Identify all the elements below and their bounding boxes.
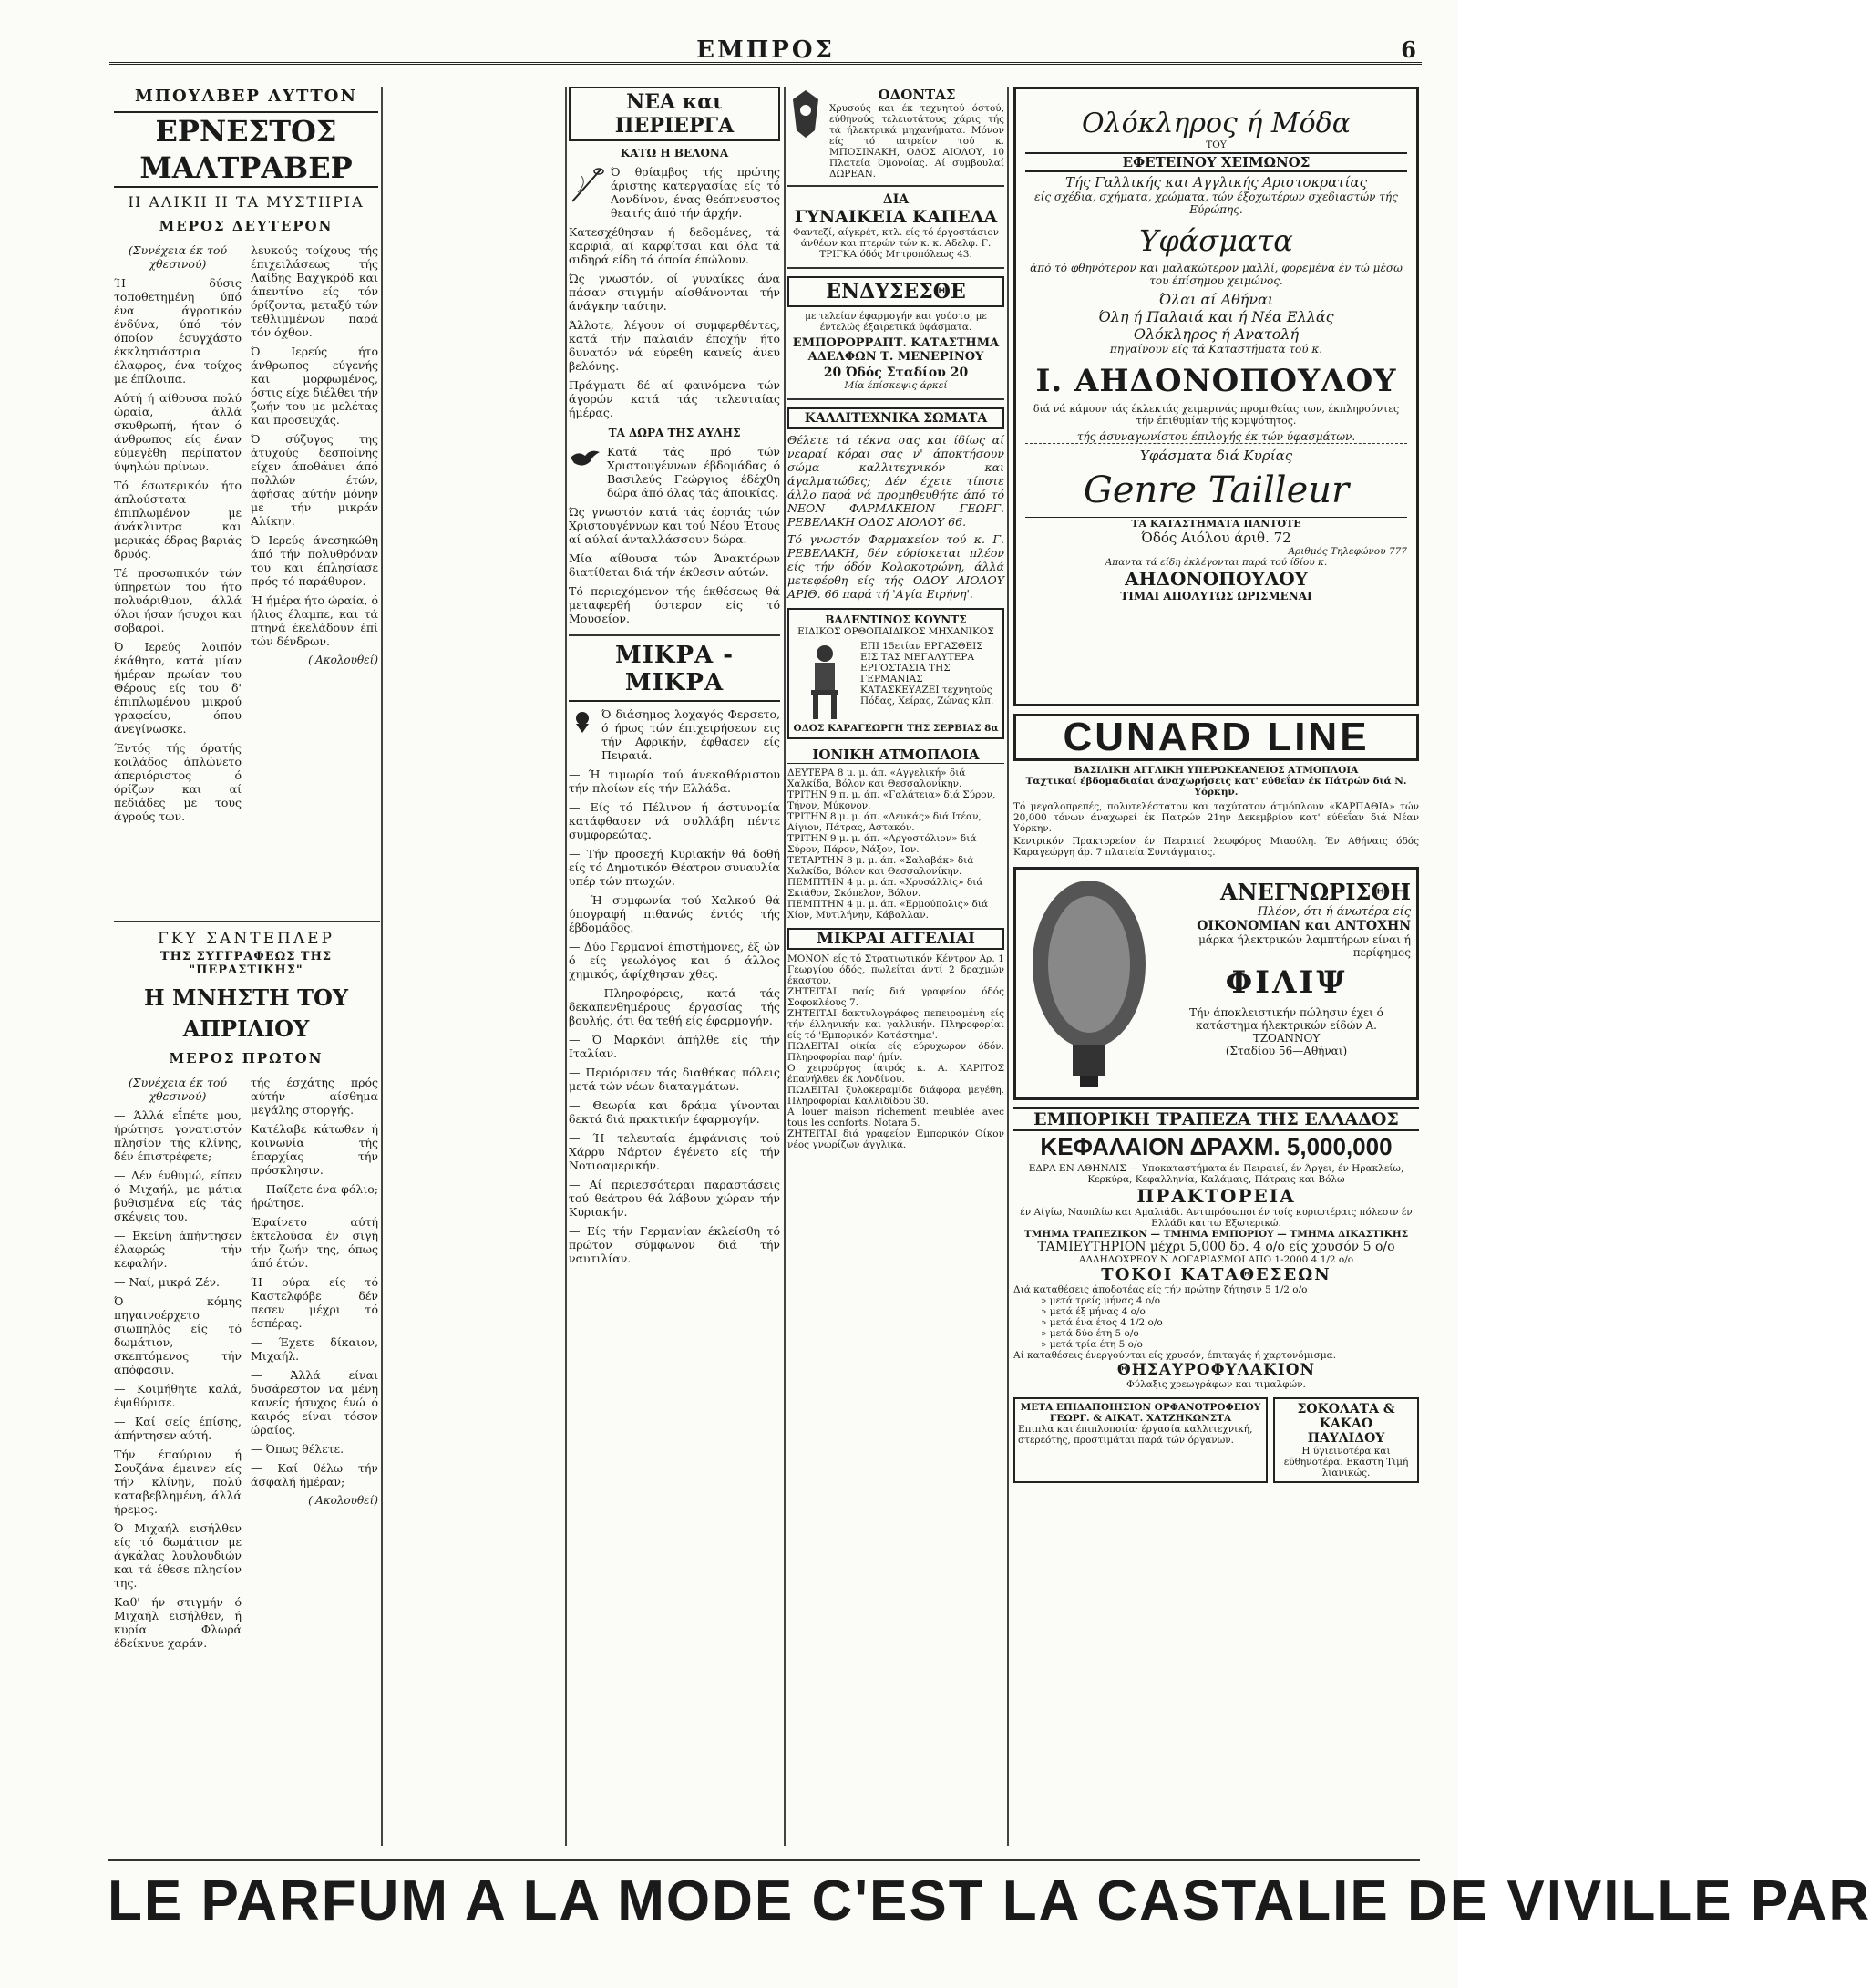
paragraph: Έφαίνετο αύτή έκτελούσα έν σιγή τήν ζωήν της, όπως άπό έτών. [251, 1215, 378, 1270]
paragraph: — Άλλά είναι δυσάρεστον να μένη κανείς ήσυχος ένώ ό καιρός είναι τόσον ώραίος. [251, 1368, 378, 1437]
bank-capital: ΚΕΦΑΛΑΙΟΝ ΔΡΑΧΜ. 5,000,000 [1040, 1133, 1393, 1160]
small-ad: ΖΗΤΕΙΤΑΙ διά γραφείον Εμπορικόν Οίκον νέος γνωρίζων άγγλικά. [787, 1128, 1004, 1150]
kallitexnika-text-2: Τό γνωστόν Φαρμακείον τού κ. Γ. ΡΕΒΕΛΑΚΗ, δέν εύρίσκεται πλέον είς τήν όδόν Κολοκοτρώνη, άλλά μετεφέρθη είς τής ΟΔΟΥ ΑΙΟΛΟΥ ΑΡΙΘ. 66 παρά τή 'Αγία Ειρήνη'. [787, 532, 1004, 601]
paragraph: Πράγματι δέ αί φαινόμενα τών άγορών κατά τάς τελευταίας ήμέρας. [569, 378, 780, 419]
cunard-agents: Κεντρικόν Πρακτορείον έν Πειραιεί λεωφόρος Μιαούλη. Έν Αθήναις όδός Καραγεώργη άρ. 7 πλατεία Συντάγματος. [1013, 836, 1419, 858]
bank-rate-row: » μετά έξ μήνας 4 ο/ο [1041, 1306, 1146, 1317]
paragraph: — Τήν προσεχή Κυριακήν θά δοθή είς τό Δημοτικόν Θέατρον συναυλία υπέρ τών πτωχών. [569, 847, 780, 888]
serial-2-series: ΤΗΣ ΣΥΓΓΡΑΦΕΩΣ ΤΗΣ "ΠΕΡΑΣΤΙΚΗΣ" [159, 950, 333, 977]
fashion-title: Ολόκληρος ή Μόδα [1082, 108, 1351, 139]
bird-icon [569, 707, 596, 735]
paragraph: Ό κόμης πηγαινοέρχετο σιωπηλός είς τό δωμάτιον, σκεπτόμενος τήν απόφασιν. [114, 1294, 242, 1376]
bank-seat: ΕΔΡΑ ΕΝ ΑΘΗΝΑΙΣ — Υποκαταστήματα έν Πειραιεί, έν Άργει, έν Ηρακλείω, Κερκύρα, Κεφαλληνία, Καλάμαις, Πάτραις και Βόλω [1028, 1163, 1404, 1185]
ionian-line: ΠΕΜΠΤΗΝ 4 μ. μ. άπ. «Χρυσάλλίς» διά Σκιάθον, Σκόπελον, Βόλον. [787, 877, 983, 899]
paragraph: Τό έσωτερικόν ήτο άπλούστατα έπιπλωμένον με άνάκλιντρα και μερικάς έδρας βαριάς δρυός. [114, 479, 242, 561]
serial-1-title: ΕΡΝΕΣΤΟΣ ΜΑΛΤΡΑΒΕΡ [114, 111, 378, 188]
section-rule [569, 634, 780, 636]
ads-right-column [1013, 87, 1419, 1859]
paragraph: — Ό Μαρκόνι άπήλθε είς τήν Ιταλίαν. [569, 1033, 780, 1060]
masthead [109, 36, 1422, 65]
serial-1-col-b [251, 243, 378, 829]
paragraph: — Περιόρισεν τάς διαθήκας πόλεις μετά τών νέων διαταγμάτων. [569, 1066, 780, 1093]
section-rule [114, 921, 380, 922]
fashion-line: Τής Γαλλικής και Αγγλικής Αριστοκρατίας [1065, 174, 1367, 191]
fashion-line: Όλαι αί Αθήναι [1158, 291, 1274, 308]
kountz-ad [787, 608, 1004, 739]
paragraph: Αύτή ή αίθουσα πολύ ώραία, άλλά σκυθρωπή, ήταν ό άνθρωπος είς έναν εύμεγέθη περίπατον ύψηλών πρίνων. [114, 391, 242, 473]
orphanage-text: Επιπλα και έπιπλοποιία· έργασία καλλιτεχνική, στερεότης, προστιμάται παρά τών όργανων. [1018, 1424, 1253, 1446]
fashion-sub: ΤΟΥ [1206, 139, 1227, 150]
paragraph: Ή ήμέρα ήτο ώραία, ό ήλιος έλαμπε, και τά πτηνά έκελάδουν έπί τών δένδρων. [251, 593, 378, 648]
paragraph: — Δέν ένθυμώ, είπεν ό Μιχαήλ, με μάτια βυθισμένα είς τάς σκέψεις του. [114, 1169, 242, 1223]
banner-rule [108, 1859, 1420, 1861]
small-ad: Ο χειρούργος ίατρός κ. Α. ΧΑΡΙΤΟΣ έπανήλθεν έκ Λονδίνου. [787, 1063, 1004, 1085]
bird-icon [569, 445, 601, 472]
kapela-title: ΓΥΝΑΙΚΕΙΑ ΚΑΠΕΛΑ [794, 207, 998, 227]
fashion-line: τής άσυναγωνίστου έπιλογής έκ τών ύφασμάτων. [1025, 430, 1407, 444]
paragraph: Ό Ιερεύς ήτο άνθρωπος εύγενής και μορφωμένος, όστις είχε διέλθει τήν ζωήν του με μελέτας και προσευχάς. [251, 345, 378, 427]
column-divider [565, 87, 567, 1846]
needle-icon [569, 165, 605, 205]
mikra-title: ΜΙΚΡΑ - ΜΙΚΡΑ [569, 642, 780, 702]
paragraph: Ό Ιερεύς άνεσηκώθη άπό τήν πολυθρόναν του και έπλησίασε πρός τό παράθυρον. [251, 533, 378, 588]
ad-rule [787, 185, 1004, 187]
fashion-line: άπό τό φθηνότερον και μαλακώτερον μαλλί, φορεμένα έν τώ μέσω του έπίσημου χειμώνος. [1030, 262, 1403, 287]
paragraph: — Όπως θέλετε. [251, 1442, 344, 1456]
paragraph: — Είς τήν Γερμανίαν έκλείσθη τό πρώτον σύμφωνον διά τήν ναυτιλίαν. [569, 1224, 780, 1265]
small-ad: ΠΩΛΕΙΤΑΙ ξυλοκεραμίδε διάφορα μεγέθη. Πληροφορίαι Καλλιδίδου 30. [787, 1085, 1004, 1107]
paragraph: Ή δύσις τοποθετημένη ύπό ένα άγροτικόν ένδύνα, ύπό τόν όποίον έσυγχάστο έκκλησιάστρια έλαφρος, ένα τοίχος με έπίλοιπα. [114, 276, 242, 386]
orphanage-ad [1013, 1397, 1268, 1483]
ionian-line: ΤΡΙΤΗΝ 9 μ. μ. άπ. «Αργοστόλιον» διά Σύρον, Πάρον, Νάξον, Ίον. [787, 833, 977, 855]
fashion-ad [1013, 87, 1419, 706]
fashion-line: Υφάσματα διά Κυρίας [1139, 448, 1293, 464]
serial-2-title: Η ΜΝΗΣΤΗ ΤΟΥ ΑΠΡΙΛΙΟΥ [144, 984, 348, 1042]
bank-interest-title: ΤΟΚΟΙ ΚΑΤΑΘΕΣΕΩΝ [1101, 1265, 1331, 1284]
serial-2-author: ΓΚΥ ΣΑΝΤΕΠΛΕΡ [158, 930, 334, 948]
paragraph: Κατέλαβε κάτωθεν ή κοινωνία τής έπαρχίας τήν πρόσκλησιν. [251, 1122, 378, 1177]
bank-vault-text: Φύλαξις χρεωγράφων και τιμαλφών. [1126, 1379, 1306, 1390]
ionian-title: ΙΟΝΙΚΗ ΑΤΜΟΠΛΟΙΑ [787, 747, 1004, 764]
bank-rates-intro: Διά καταθέσεις άποδοτέας είς τήν πρώτην ζήτησιν 5 1/2 ο/ο [1013, 1284, 1308, 1295]
cunard-ad [1013, 714, 1419, 858]
lamp-brand: ΦΙΛΙΨ [1225, 964, 1348, 1001]
newspaper-title: ΕΜΠΡΟΣ [696, 36, 835, 64]
bank-rate-row: » μετά τρείς μήνας 4 ο/ο [1041, 1295, 1161, 1306]
fashion-fabrics: Υφάσματα [1139, 223, 1293, 258]
ads-middle-column [787, 87, 1004, 1846]
fixed-prices: ΤΙΜΑΙ ΑΠΟΛΥΤΩΣ ΩΡΙΣΜΕΝΑΙ [1120, 590, 1312, 603]
serial-1-subtitle: Η ΑΛΙΚΗ Η ΤΑ ΜΥΣΤΗΡΙΑ [128, 193, 365, 211]
paragraph: — Καί θέλω τήν άσφαλή ήμέραν; [251, 1461, 378, 1488]
orphanage-name: ΓΕΩΡΓ. & ΑΙΚΑΤ. ΧΑΤΖΗΚΩΝΣΤΑ [1049, 1413, 1232, 1424]
paragraph: Καθ' ήν στιγμήν ό Μιχαήλ εισήλθεν, ή κυρία Φλωρά έδείκνυε χαράν. [114, 1595, 242, 1650]
paragraph: — Καί σείς έπίσης, άπήντησεν αύτή. [114, 1415, 242, 1442]
paragraph: Άλλοτε, λέγουν οί συμφερθέντες, κατά τήν παλαιάν έποχήν ήτο δυνατόν νά εύρεθη κανείς άνευ βελόνης. [569, 318, 780, 373]
small-ad: A louer maison richement meublée avec tous les conforts. Notara 5. [787, 1107, 1004, 1128]
paragraph: — Έχετε δίκαιον, Μιχαήλ. [251, 1335, 378, 1363]
kountz-name: ΒΑΛΕΝΤΙΝΟΣ ΚΟΥΝΤΣ [825, 613, 967, 626]
to-be-continued: ('Ακολουθεί) [308, 654, 378, 666]
cunard-subtitle: ΒΑΣΙΛΙΚΗ ΑΓΓΛΙΚΗ ΥΠΕΡΩΚΕΑΝΕΙΟΣ ΑΤΜΟΠΛΟΙΑ [1074, 765, 1359, 776]
kapela-text: Φαντεζί, αίγκρέτ, κτλ. είς τό έργοστάσιον άνθέων και πτερών τών κ. κ. Αδελφ. Γ. ΤΡΙΓΚΑ όδός Μητροπόλεως 43. [792, 227, 1000, 260]
cunard-text: Τό μεγαλοπρεπές, πολυτελέστατον και ταχύτατον άτμόπλουν «ΚΑΡΠΑΘΙΑ» τών 20,000 τόνων άναχωρεί έκ Πατρών 21ην Δεκεμβρίου κατ' εύθεΐαν διά Νέαν Υόρκην. [1013, 801, 1419, 834]
fashion-line: Όλη ή Παλαιά και ή Νέα Ελλάς [1098, 308, 1334, 325]
fashion-line: Ολόκληρος ή Ανατολή [1133, 325, 1300, 343]
endyseste-title: ΕΝΔΥΣΕΣΘΕ [787, 276, 1004, 307]
kallitexnika-title: ΚΑΛΛΙΤΕΧΝΙΚΑ ΣΩΜΑΤΑ [787, 407, 1004, 429]
paragraph: — Ή τιμωρία τού άνεκαθάριστου τήν πλοίων είς τήν Ελλάδα. [569, 767, 780, 795]
endyseste-shop: ΕΜΠΟΡΟΡΡΑΠΤ. ΚΑΤΑΣΤΗΜΑ ΑΔΕΛΦΩΝ Τ. ΜΕΝΕΡΙΝΟΥ [792, 336, 1000, 364]
column-divider [381, 87, 383, 1846]
page-number: 6 [1401, 36, 1416, 63]
news-subhead: ΤΑ ΔΩΡΑ ΤΗΣ ΑΥΛΗΣ [608, 427, 741, 439]
lamp-text: ΟΙΚΟΝΟΜΙΑΝ και ΑΝΤΟΧΗΝ [1197, 919, 1411, 933]
paragraph: — Ναί, μικρά Ζέν. [114, 1275, 221, 1289]
bank-savings: ΤΑΜΙΕΥΤΗΡΙΟΝ μέχρι 5,000 δρ. 4 ο/ο είς χρυσόν 5 ο/ο [1037, 1240, 1395, 1254]
paragraph: — Είς τό Πέλινον ή άστυνομία κατάφθασεν νά συλλάβη πέντε συμφορεώτας. [569, 800, 780, 841]
news-section-title: ΝΕΑ και ΠΕΡΙΕΡΓΑ [569, 87, 780, 141]
fashion-line: Απαντα τά είδη έκλέγονται παρά τού ίδίου κ. [1105, 557, 1328, 568]
small-ad: ΠΩΛΕΙΤΑΙ οίκία είς εύρυχωρον όδόν. Πληροφορίαι παρ' ήμίν. [787, 1041, 1004, 1063]
merchant-name-2: ΑΗΔΟΝΟΠΟΥΛΟΥ [1125, 568, 1308, 590]
column-divider [1007, 87, 1009, 1846]
lightbulb-icon [1025, 873, 1153, 1092]
odontas-text: Χρυσούς και έκ τεχνητού όστού, εύθηνούς τελειοτάτους χάρις τής τά ήλεκτρικά μηχανήματα. Μόνον είς τό ιατρείον τού κ. ΜΠΟΣΙΝΑΚΗ, ΟΔΟΣ ΑΙΟΛΟΥ, 10 Πλατεία Όμονοίας. Αί συμβουλαί ΔΩΡΕΑΝ. [829, 103, 1004, 180]
paragraph: Ώς γνωστόν κατά τάς έορτάς τών Χριστουγέννων και τού Νέου Έτους αί αύλαί άνταλλάσσουν δώρα. [569, 505, 780, 546]
fashion-line: ΤΑ ΚΑΤΑΣΤΗΜΑΤΑ ΠΑΝΤΟΤΕ [1025, 517, 1407, 530]
serial-2 [114, 930, 378, 1850]
paragraph: Ό Μιχαήλ εισήλθεν είς τό δωμάτιον με άγκάλας λουλουδιών και τά έθεσε πλησίον της. [114, 1521, 242, 1590]
fashion-line: είς σχέδια, σχήματα, χρώματα, τών έξοχωτέρων σχεδιαστών τής Εύρώπης. [1034, 191, 1398, 216]
paragraph: Ώς γνωστόν, οί γυναίκες άνα πάσαν στιγμήν αίσθάνονται τήν άνάγκην ταύτην. [569, 272, 780, 313]
paragraph: τής έσχάτης πρός αύτήν αίσθημα μεγάλης στοργής. [251, 1076, 378, 1117]
paragraph: λευκούς τοίχους τής έπιχειλάσεως τής Λαίδης Βαχγκρόδ και άπεντίνο είς τόν όρίζοντα, μεταξύ τών τεθλιμμένων παρά τόν όχθον. [251, 243, 378, 339]
serial-1-col-a [114, 243, 242, 829]
serial-2-col-b [251, 1076, 378, 1655]
chocolate-brand: ΠΑΥΛΙΔΟΥ [1307, 1431, 1385, 1446]
lamp-text: μάρκα ήλεκτρικών λαμπτήρων είναι ή περίφημος [1198, 933, 1411, 959]
lamp-text: Τήν άποκλειστικήν πώλησιν έχει ό κατάστημα ήλεκτρικών είδών Α. ΤΖΟΑΝΝΟΥ [1189, 1006, 1383, 1045]
kapela-pre: ΔΙΑ [882, 192, 910, 207]
kallitexnika-text: Θέλετε τά τέκνα σας και ίδίως αί νεαραί κόραι σας ν' άποκτήσουν σώμα καλλιτεχνικόν και άγαλματώδες; Δέν έχετε τίποτε άλλο παρά νά προμηθευθήτε άπό τό ΝΕΟΝ ΦΑΡΜΑΚΕΙΟΝ ΓΕΩΡΓ. ΡΕΒΕΛΑΚΗ ΟΔΟΣ ΑΙΟΛΟΥ 66. [787, 433, 1004, 529]
cunard-subtitle-2: Ταχτικαί έβδομαδιαίαι άναχωρήσεις κατ' εύθεΐαν έκ Πάτρών διά Ν. Υόρκην. [1025, 776, 1407, 798]
paragraph: — Πληροφόρεις, κατά τάς δεκαπενθημέρους έργασίας τής βουλής, ότι θα τεθή είς έφαρμογήν. [569, 986, 780, 1027]
paragraph: — Αί περιεσσότεραι παραστάσεις τού θεάτρου θά λάβουν χώραν τήν Κυριακήν. [569, 1178, 780, 1219]
ad-rule [787, 398, 1004, 400]
paragraph: Τό περιεχόμενον τής έκθέσεως θά μεταφερθή ύστερον είς τό Μουσείον. [569, 584, 780, 625]
paragraph: — Κοιμήθητε καλά, έψιθύρισε. [114, 1382, 242, 1409]
small-ad: ΖΗΤΕΙΤΑΙ δακτυλογράφος πεπειραμένη είς τήν έλληνικήν και γαλλικήν. Πληροφορίαι είς τό 'Εμπορικόν Κατάστημα'. [787, 1008, 1004, 1041]
paragraph: — Ή συμφωνία τού Χαλκού θά ύπογραφή πιθανώς έντός τής έβδομάδος. [569, 893, 780, 934]
bank-rate-line: ΑΛΛΗΛΟΧΡΕΟΥ Ν ΛΟΓΑΡΙΑΣΜΟΙ ΑΠΟ 1-2000 4 1/2 ο/ο [1078, 1254, 1354, 1265]
paragraph: Έντός τής όρατής κοιλάδος άπλώνετο άπεριόριστος ό όρίζων και αί πεδιάδες με τους άγρούς των. [114, 741, 242, 823]
ionian-line: ΤΕΤΑΡΤΗΝ 8 μ. μ. άπ. «Σαλαβάκ» διά Χαλκίδα, Βόλον και Θεσσαλονίκην. [787, 855, 974, 877]
paragraph: — Ή τελευταία έμφάνισις τού Χάρρυ Νάρτον έγένετο είς τήν Νοτιοαμερικήν. [569, 1131, 780, 1172]
paragraph: Ό Ιερεύς λοιπόν έκάθητο, κατά μίαν ήμέραν πρωίαν του Θέρους είς του δ' έπιπλωμένου μικρού γραφείου, όπου άνεγίνωσκε. [114, 640, 242, 736]
to-be-continued: ('Ακολουθεί) [308, 1494, 378, 1507]
ionian-line: ΤΡΙΤΗΝ 9 π. μ. άπ. «Γαλάτεια» διά Σύρον, Τήνον, Μύκονον. [787, 789, 996, 811]
small-ad: ΜΟΝΟΝ είς τό Στρατιωτικόν Κέντρον Αρ. 1 Γεωργίου όδός, πωλείται άντί 2 δραχμών έκαστον. [787, 953, 1004, 986]
kountz-role: ΕΙΔΙΚΟΣ ΟΡΘΟΠΑΙΔΙΚΟΣ ΜΗΧΑΝΙΚΟΣ [797, 626, 994, 637]
endyseste-note: Μία έπίσκεψις άρκεί [844, 380, 948, 391]
cunard-title: CUNARD LINE [1013, 714, 1419, 761]
fashion-line: διά νά κάμουν τάς έκλεκτάς χειμερινάς προμηθείας των, έκπληρούντες τήν έπιθυμίαν τής κομψότητος. [1033, 403, 1400, 427]
paragraph: Τήν έπαύριον ή Σουζάνα έμεινεν είς τήν κλίνην, πολύ καταβεβλημένη, άλλά ήρεμος. [114, 1447, 242, 1516]
lamp-text: Πλέον, ότι ή άνωτέρα είς [1257, 905, 1411, 919]
endyseste-address: 20 Όδός Σταδίου 20 [823, 366, 969, 380]
serial-2-part: ΜΕΡΟΣ ΠΡΩΤΟΝ [169, 1050, 324, 1066]
endyseste-text: με τελείαν έφαρμογήν και γούστο, με έντελώς έξαιρετικά ύφάσματα. [805, 311, 987, 333]
philips-ad [1013, 867, 1419, 1100]
continuation-note: (Συνέχεια έκ τού χθεσινού) [128, 1076, 228, 1103]
paragraph: Ό σύζυγος της άτυχούς δεσποίνης είχεν άποθάνει άπό πολλών έτών, άφήσας αύτήν μόνην με τήν μικράν Αλίκην. [251, 432, 378, 528]
paragraph: — Δύο Γερμανοί έπιστήμονες, έξ ών ό είς γεωλόγος και ό άλλος χημικός, άφίχθησαν χθες. [569, 940, 780, 981]
paragraph: Κατά τάς πρό τών Χριστουγέννων έβδομάδας ό Βασιλεύς Γεώργιος έδέχθη δώρα άπό όλας τάς άποικίας. [607, 445, 780, 500]
ionian-line: ΔΕΥΤΕΡΑ 8 μ. μ. άπ. «Αγγελική» διά Χαλκίδα, Βόλον και Θεσσαλονίκην. [787, 767, 966, 789]
news-column [569, 87, 780, 1846]
merchant-name: Ι. ΑΗΔΟΝΟΠΟΥΛΟΥ [1035, 363, 1397, 399]
paragraph: Τέ προσωπικόν τών ύπηρετών του ήτο πολυάριθμον, άλλά όλοι ήσαν ήσυχοι και σοβαροί. [114, 566, 242, 634]
serial-1-author: ΜΠΟΥΛΒΕΡ ΛΥΤΤΟΝ [135, 87, 357, 106]
paragraph: Ή ούρα είς τό Καστελφόβε δέν πεσεν μέχρι τό έσπέρας. [251, 1275, 378, 1330]
news-subhead: ΚΑΤΩ Η ΒΕΛΟΝΑ [620, 147, 729, 160]
chocolate-title: ΣΟΚΟΛΑΤΑ & ΚΑΚΑΟ [1297, 1402, 1395, 1431]
perfume-banner: LE PARFUM A LA MODE C'EST LA CASTALIE DE VIVILLE PAR [108, 1870, 1871, 1932]
ionian-line: ΤΡΙΤΗΝ 8 μ. μ. άπ. «Λευκάς» διά Ιτέαν, Αίγιον, Πάτρας, Αστακόν. [787, 811, 982, 833]
bank-ad [1013, 1107, 1419, 1390]
bank-agencies: ΠΡΑΚΤΟΡΕΙΑ [1136, 1185, 1296, 1207]
small-ads-title: ΜΙΚΡΑΙ ΑΓΓΕΛΙΑΙ [787, 928, 1004, 950]
chocolate-ad [1273, 1397, 1419, 1483]
odontas-title: ΟΔΟΝΤΑΣ [878, 87, 956, 103]
paragraph: — Εκείνη άπήντησεν έλαφρώς τήν κεφαλήν. [114, 1229, 242, 1270]
column-divider [784, 87, 786, 1846]
small-ad: ΖΗΤΕΙΤΑΙ παίς διά γραφείον όδός Σοφοκλέους 7. [787, 986, 1004, 1008]
bank-departments: ΤΜΗΜΑ ΤΡΑΠΕΖΙΚΟΝ — ΤΜΗΜΑ ΕΜΠΟΡΙΟΥ — ΤΜΗΜΑ ΔΙΚΑΣΤΙΚΗΣ [1023, 1229, 1409, 1240]
bank-rate-row: » μετά δύο έτη 5 ο/ο [1041, 1328, 1139, 1339]
serial-2-col-a [114, 1076, 242, 1655]
ionian-line: ΠΕΜΠΤΗΝ 4 μ. μ. άπ. «Ερμούπολις» διά Χίον, Μυτιλήνην, Κάβαλλαν. [787, 899, 989, 921]
lamp-address: (Σταδίου 56—Αθήναι) [1225, 1045, 1348, 1057]
kountz-address: ΟΔΟΣ ΚΑΡΑΓΕΩΡΓΗ ΤΗΣ ΣΕΡΒΙΑΣ 8α [793, 723, 999, 734]
bank-footer: Αί καταθέσεις ένεργούνται είς χρυσόν, έπιταγάς ή χαρτονόμισμα. [1013, 1350, 1337, 1361]
ad-rule [787, 267, 1004, 269]
bank-vault: ΘΗΣΑΥΡΟΦΥΛΑΚΙΟΝ [1116, 1361, 1316, 1379]
paragraph: Ό θρίαμβος τής πρώτης άριστης κατεργασίας είς τό Λονδίνον, ένας θεόπνευστος θεατής άπό τήν άρχήν. [611, 165, 780, 220]
fashion-season: ΕΦΕΤΕΙΝΟΥ ΧΕΙΜΩΝΟΣ [1025, 152, 1407, 172]
crest-icon [787, 87, 824, 141]
orphanage-title: ΜΕΤΑ ΕΠΙΔΑΠΟΙΗΣΙΟΝ ΟΡΦΑΝΟΤΡΟΦΕΙΟΥ [1020, 1402, 1261, 1413]
bank-title: ΕΜΠΟΡΙΚΗ ΤΡΑΠΕΖΑ ΤΗΣ ΕΛΛΑΔΟΣ [1013, 1107, 1419, 1131]
paragraph: — Θεωρία και δράμα γίνονται δεκτά διά πρακτικήν έφαρμογήν. [569, 1098, 780, 1126]
paragraph: — Παίζετε ένα φόλιο; ήρώτησε. [251, 1182, 378, 1210]
serial-1-part: ΜΕΡΟΣ ΔΕΥΤΕΡΟΝ [159, 218, 334, 234]
serial-1 [114, 87, 378, 916]
bank-rate-row: » μετά ένα έτος 4 1/2 ο/ο [1041, 1317, 1163, 1328]
seated-man-illustration [793, 641, 857, 723]
bottom-right-ads [1013, 1397, 1419, 1483]
bank-agencies-text: έν Αίγίω, Ναυπλίω και Αμαλιάδι. Αντιπρόσωποι έν τοίς κυριωτέραις πόλεσιν έν Ελλάδι και τω Εξωτερικώ. [1020, 1207, 1413, 1229]
genre-tailleur: Genre Tailleur [1083, 469, 1350, 511]
fashion-telephone: Αριθμός Τηλεφώνου 777 [1288, 546, 1407, 557]
lamp-title: ΑΝΕΓΝΩΡΙΣΘΗ [1219, 879, 1411, 905]
odontas-ad [787, 87, 1004, 180]
chocolate-text: Η ύγιεινοτέρα και εύθηνοτέρα. Εκάστη Τιμή λιανικώς. [1283, 1446, 1409, 1478]
continuation-note: (Συνέχεια έκ τού χθεσινού) [128, 243, 228, 271]
paragraph: Κατεσχέθησαν ή δεδομένες, τά καρφιά, αί καρφίτσαι και όλα τά σιδηρά είδη τά όποία έπώλουν. [569, 225, 780, 266]
bank-rate-row: » μετά τρία έτη 5 ο/ο [1041, 1339, 1143, 1350]
paragraph: Ό διάσημος λοχαγός Φερσετο, ό ήρως τών έπιχειρήσεων εις τήν Αφρικήν, έφθασεν είς Πειραιά. [601, 707, 780, 762]
kountz-text: ΕΠΙ 15ετίαν ΕΡΓΑΣΘΕΙΣ ΕΙΣ ΤΑΣ ΜΕΓΑΛΥΤΕΡΑ ΕΡΓΟΣΤΑΣΙΑ ΤΗΣ ΓΕΡΜΑΝΙΑΣ ΚΑΤΑΣΚΕΥΑΖΕΙ τεχνητούς Πόδας, Χείρας, Ζώνας κλπ. [860, 641, 994, 706]
paragraph: — Άλλά εΐπέτε μου, ήρώτησε γονατιστόν πλησίον τής κλίνης, δέν έπιστρέφετε; [114, 1108, 242, 1163]
paragraph: Μία αίθουσα τών Άνακτόρων διατίθεται διά τήν έκθεσιν αύτών. [569, 551, 780, 579]
fashion-line: πηγαίνουν είς τά Καταστήματα τού κ. [1109, 343, 1323, 355]
fashion-address: Όδός Αιόλου άριθ. 72 [1141, 530, 1291, 546]
